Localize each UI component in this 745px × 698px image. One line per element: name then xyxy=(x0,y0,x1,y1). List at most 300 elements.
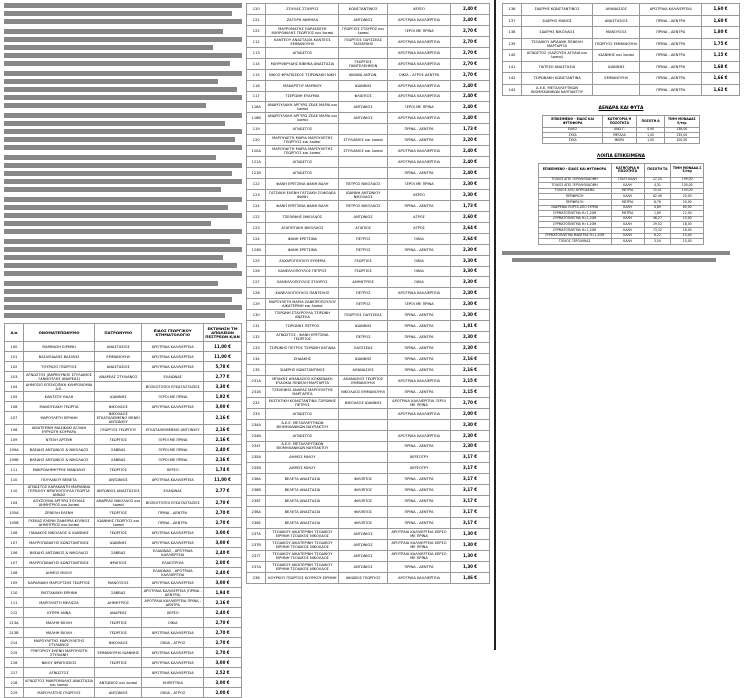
table-cell: ΞΕΡΟΙ ΜΕ ΠΡΙΝΑ xyxy=(142,445,204,455)
table-cell xyxy=(95,382,142,392)
table-cell: 2,77 € xyxy=(204,485,242,498)
table-row xyxy=(247,441,490,452)
table-cell: ΤΟΙΧΟΣ ΞΕΡΟΛΙΘΙΑΣ xyxy=(538,239,611,245)
table-row xyxy=(247,211,490,222)
table-cell: ΦΑΝΗ ΕΡΕΤΣΙΝΑ ΦΑΝΗ ΒΑΛΗ xyxy=(266,200,339,211)
table-row xyxy=(247,463,490,474)
table-cell: ΠΡΙΝΑ - ΔΕΝΤΡΑ xyxy=(387,343,450,354)
table-row xyxy=(247,507,490,518)
table-row xyxy=(247,419,490,430)
table-cell: ΟΙΚΙΑ xyxy=(142,618,204,628)
table-cell: 107 xyxy=(5,412,24,425)
table-cell: ΒΕΛΕΤΑ ΑΝΑΣΤΑΣΙΑ xyxy=(266,507,339,518)
table-cell: 12,00 xyxy=(671,211,704,217)
table-cell: ΜΑΥΡΟΠΑΝΑΓΗΣ ΚΩΝΣΤΑΝΤΙΝΟΣ xyxy=(23,538,94,548)
table-cell: Α.Ε.Ε. ΜΕΤΑΛΛΕΥΤΙΚΩΝ ΒΙΟΜΗΧΑΝΙΚΩΝ ΝΑΥΠΑΚΤΟΥ xyxy=(266,441,339,452)
table-cell: 2,77 € xyxy=(204,372,242,382)
table-row xyxy=(247,189,490,200)
redacted-line xyxy=(4,221,211,226)
table-cell: 236Α xyxy=(247,474,266,485)
table-cell: ΦΑΝΗ ΕΡΕΤΣΙΝΑ xyxy=(266,244,339,255)
table-cell: ΚΩΝΣΤΑΝΤΙΝΟΣ xyxy=(339,4,388,15)
table-cell: 4,89 xyxy=(644,205,670,211)
redacted-line xyxy=(4,53,242,58)
table-cell: ΠΡΙΝΑ - ΔΕΝΤΡΑ xyxy=(387,364,450,375)
redacted-line xyxy=(4,79,218,84)
table-row xyxy=(247,321,490,332)
table-row xyxy=(247,135,490,146)
table-cell: ΑΡΟΤΡΑΙΑ ΚΑΛΛΙΕΡΓΕΙΑ xyxy=(387,91,450,102)
table-cell: ΚΥΠΡΗ ΑΝΝΑ xyxy=(23,608,94,618)
table-cell: ΡΑΠΤΑΚΑΚΗ ΕΙΡΗΝΗ xyxy=(23,588,94,598)
table-cell: 2,40 € xyxy=(451,113,490,124)
table-cell: ΜΑΡΟΥΛΕΤΗ ΕΙΡΗΝΗ xyxy=(23,412,94,425)
table-cell: ΝΙΚΟΥ ΦΡΑΓΚΙΣΚΟΣ xyxy=(23,658,94,668)
redacted-line xyxy=(4,129,242,134)
table-cell: 2,70 € xyxy=(451,69,490,80)
column-header: Α/α xyxy=(5,324,24,342)
table-cell: 3,17 € xyxy=(451,452,490,463)
table-cell: 2,70 € xyxy=(204,628,242,638)
table-cell: 134 xyxy=(247,354,266,365)
table-cell: ΔΗΜΟΣΙΟ ΕΠΙΣΚΟΠΙΚΗ ΚΛΗΡΟΝΟΜΙΑ Δ.Ε. xyxy=(23,382,94,392)
table-cell: ΑΡΟΤΡΑΙΑ ΚΑΛΛΙΕΡΓΕΙΑ xyxy=(142,352,204,362)
table-cell: ΑΝΤΩΝΙΟΣ xyxy=(339,211,388,222)
table-cell: 2,40 € xyxy=(451,168,490,179)
table-cell: 1,81 € xyxy=(451,321,490,332)
table-cell xyxy=(339,124,388,135)
table-cell: 106 xyxy=(5,402,24,412)
table-cell: 237Α xyxy=(247,529,266,540)
table-row xyxy=(247,364,490,375)
table-cell: 106 xyxy=(5,528,24,538)
table-cell: 11,00 € xyxy=(204,342,242,352)
table-cell: ΑΝΑΣΤΑΣΙΟΣ xyxy=(95,362,142,372)
redacted-line xyxy=(4,45,213,50)
table-cell: 73,32 xyxy=(644,227,670,233)
table-cell: ΤΣΙΡΩΝΗ ΣΤΑΥΡΟΥΛΑ ΤΣΙΡΩΝΗ ΑΝΖΕΛΑ xyxy=(266,310,339,321)
table-row xyxy=(247,102,490,113)
table-row xyxy=(247,299,490,310)
table-cell: 236Δ xyxy=(247,507,266,518)
table-cell: 2,30 € xyxy=(451,189,490,200)
table-cell: 1,30 € xyxy=(451,529,490,540)
table-cell: 2,40 € xyxy=(204,608,242,618)
table-cell: 120 xyxy=(247,4,266,15)
table-cell xyxy=(339,441,388,452)
table-cell: ΞΕΡΟΙ ΜΕ ΠΡΙΝΑ xyxy=(142,455,204,465)
table-cell: ΠΡΙΝΑ - ΔΕΝΤΡΑ xyxy=(387,441,450,452)
table-cell: ΚΑΛΗ xyxy=(611,239,644,245)
table-cell: 212 xyxy=(5,608,24,618)
table-cell: 2,64 € xyxy=(451,233,490,244)
table-cell: 5,78 € xyxy=(204,362,242,372)
table-cell: 2,70 € xyxy=(204,508,242,518)
table-cell: 100,00 xyxy=(671,183,704,189)
table-cell: 3,30 € xyxy=(451,277,490,288)
table-cell: 1,30 € xyxy=(451,539,490,550)
redacted-line xyxy=(4,95,242,100)
table-cell: ΑΓΝΩΣΤΟΣ xyxy=(23,668,94,678)
table-cell: 1,00 xyxy=(637,133,665,138)
redacted-line xyxy=(4,271,242,276)
table-cell: 2,70 € xyxy=(451,397,490,408)
table-cell: 139 xyxy=(503,38,522,50)
table-cell: ΧΕΡΣΟΤΡΥ xyxy=(387,463,450,474)
redacted-line xyxy=(4,187,221,192)
table-cell: 2,70 € xyxy=(204,638,242,648)
table-row xyxy=(247,179,490,190)
table-cell: ΒΟΣΚΟΤΟΠΟΙ ΕΓΚΑΤΑΣΤΑΣΕΙΣ xyxy=(142,382,204,392)
table-cell: ΠΡΙΝΑ - ΔΕΝΤΡΑ xyxy=(387,507,450,518)
table-cell: 128 xyxy=(247,288,266,299)
redacted-line xyxy=(4,213,242,218)
table-cell: ΚΑΛΗ xyxy=(611,227,644,233)
table-cell: ΑΝΤΩΝΙΟΣ xyxy=(339,102,388,113)
table-cell xyxy=(339,463,388,474)
table-cell: ΑΡΟΤΡΑΙΑ ΚΑΛΛΙΕΡΓΕΙΑ xyxy=(387,288,450,299)
table-cell xyxy=(339,47,388,58)
table-cell: ΞΕΡΟΙ ΜΕ ΠΡΙΝΑ xyxy=(387,25,450,36)
table-cell: 104 xyxy=(5,498,24,508)
table-cell: ΞΕΡΟΙ ΜΕ ΠΡΙΝΑ xyxy=(142,435,204,445)
column-header: ΚΑΤΗΓΟΡΙΑ Η ΠΟΣΟΤΗΤΑ xyxy=(602,116,636,128)
table-cell: ΦΙΛΙΠΠΟΣ xyxy=(339,496,388,507)
table-cell: ΤΟΙΧΟΣ ΑΠΟ ΣΚΥΡΟΔΕΜΑ xyxy=(538,188,611,194)
table-cell: 3,17 € xyxy=(451,463,490,474)
table-cell: 2,60 € xyxy=(451,211,490,222)
table-cell: ΠΡΙΝΑ - ΔΕΝΤΡΑ xyxy=(640,27,702,39)
table-cell: 2,70 € xyxy=(451,47,490,58)
table-cell: ΑΓΝΩΣΤΟΣ - ΦΑΝΗ ΕΡΕΤΣΙΝΑ ΓΕΩΡΓΙΟΣ xyxy=(266,332,339,343)
table-cell: 2,70 € xyxy=(204,648,242,658)
table-cell: 11,00 € xyxy=(204,352,242,362)
table-cell: ΕΓΚΑΤΑΛΕΙΜΜΕΝΟ ΑΝΤΟΝΙΟΥ xyxy=(142,425,204,435)
table-row xyxy=(5,588,242,598)
table-cell: Α.Ε.Ε. ΜΕΤΑΛΛΕΥΤΙΚΩΝ ΒΙΟΜΗΧΑΝΙΚΩΝ ΝΑΥΠΑΚΤΟΥ xyxy=(521,84,592,96)
table-cell: 18,00 xyxy=(671,227,704,233)
table-cell: ΑΝΔΡΕΑΣ xyxy=(95,608,142,618)
table-cell: ΠΕΤΡΟΣ xyxy=(339,233,388,244)
table-cell: 1,75 € xyxy=(702,38,740,50)
table-cell: 2,40 € xyxy=(451,91,490,102)
table-cell: 216 xyxy=(5,658,24,668)
table-row xyxy=(247,452,490,463)
table-cell: ΝΙΚΟΛΑΟΣ ΕΓΚΑΤΑΛΕΙΜΕΝΟ ΜΕΝΕΙ ΑΝΤΩΝΙΟΥ xyxy=(95,412,142,425)
table-cell: ΠΡΙΝΑ - ΔΕΝΤΡΑ xyxy=(640,61,702,73)
table-cell: 20,00 xyxy=(671,194,704,200)
table-cell: 236Ε xyxy=(247,518,266,529)
table-cell: ΞΕΡΟΙ ΜΕ ΠΡΙΝΑ xyxy=(142,392,204,402)
table-row xyxy=(5,435,242,445)
table-row xyxy=(5,445,242,455)
table-cell: ΑΡΟΤΡΑΙΑ ΚΑΛΛΙΕΡΓΕΙΑ ΧΕΡΣΟ ΜΕ ΠΡΙΝΑ xyxy=(387,529,450,540)
table-cell: 234Β xyxy=(247,430,266,441)
table-cell: ΚΑΝΕΛΛΟΠΟΥΛΟΣ ΠΕΤΡΟΣ xyxy=(266,266,339,277)
table-cell: 122 xyxy=(247,179,266,190)
table-cell: ΚΑΛΗ xyxy=(611,194,644,200)
table-cell: ΜΑΡΟΥΔΕΤΗ ΜΑΡΙΑ ΜΑΡΟΥΛΕΤΗΣ ΓΕΩΡΓΙΟΣ και λοιποί xyxy=(266,135,339,146)
table-cell: 2,30 € xyxy=(451,179,490,190)
table-cell: ΑΡΟΤΡΑΙΑ ΚΑΛΛΙΕΡΓΕΙΑ xyxy=(142,538,204,548)
table-cell: 2,70 € xyxy=(204,498,242,508)
table-cell: ΓΕΩΡΓΙΟΣ ΟΔΥΣΣΕΑΣ xyxy=(339,310,388,321)
table-cell: ΣΙΔΕΡΗΣ ΚΩΝΣΤΑΝΤΙΝΟΣ xyxy=(521,4,592,16)
table-cell: ΠΕΤΡΟΣ xyxy=(339,332,388,343)
table-cell: ΧΕΡΣΟ xyxy=(387,4,450,15)
table-cell: 108 xyxy=(5,425,24,435)
table-cell: 238 xyxy=(247,572,266,583)
table-row xyxy=(5,628,242,638)
table-cell: ΑΝΤΩΝΙΟΣ ΑΝΑΣΤΑΣΙΟΣ xyxy=(95,485,142,498)
table-row xyxy=(247,244,490,255)
table-cell: ΑΘΑΝΑΣΙΟΣ xyxy=(593,4,640,16)
table-cell: 2,30 € xyxy=(451,244,490,255)
column-header: ΠΟΣΟΤΗ ΤΑ xyxy=(644,163,670,177)
table-cell: ΑΘΑΝΑΣΙΟΣ ΓΕΩΡΓΙΟΣ ΕΜΜΑΝΟΥΗΛ xyxy=(339,375,388,386)
table-cell: ΑΓΡΟΣ xyxy=(387,211,450,222)
table-cell: ΟΙΚΙΑ xyxy=(387,233,450,244)
table-cell: ΣΥΡΜΑΤΟΠΛΕΓΜΑ ΜΑΝΤΡΑΣ Η=1,20Μ xyxy=(538,233,611,239)
redacted-line xyxy=(4,281,218,286)
table-cell: ΠΡΙΝΑ - ΔΕΝΤΡΑ xyxy=(387,244,450,255)
table-cell: ΠΡΙΝΑ - ΔΕΝΤΡΑ xyxy=(640,84,702,96)
table-cell: ΜΕΤΡΙΑ xyxy=(611,211,644,217)
table-row xyxy=(247,310,490,321)
table-cell: 2,40 € xyxy=(451,102,490,113)
table-cell: ΓΕΩΡΓΙΟΣ ΕΜΜΑΝΟΥΗΛ xyxy=(593,38,640,50)
compensation-table-2 xyxy=(246,3,490,584)
table-row xyxy=(247,255,490,266)
table-cell: 1,60 € xyxy=(702,4,740,16)
table-cell: ΒΕΛΕΤΑ ΑΝΑΣΤΑΣΙΑ xyxy=(266,496,339,507)
table-cell: ΑΡΟΤΡΑΙΑ ΚΑΛΛΙΕΡΓΕΙΑ xyxy=(142,658,204,668)
table-cell: ΤΣΙΡΩΝΑΚΗ ΚΩΝΣΤΑΝΤΙΝΑ xyxy=(521,73,592,85)
table-cell: 135 xyxy=(247,364,266,375)
table-cell: ΑΝΤΩΝΙΟΣ xyxy=(339,550,388,561)
table-cell: ΠΡΙΝΑ - ΔΕΝΤΡΑ xyxy=(142,518,204,528)
table-cell: ΠΡΙΝΑ - ΔΕΝΤΡΑ xyxy=(387,168,450,179)
table-cell: 2,30 € xyxy=(451,441,490,452)
table-cell: ΑΡΟΤΡΑΙΑ ΚΑΛΛΙΕΡΓΕΙΑ xyxy=(387,14,450,25)
table-cell: 109Β xyxy=(5,455,24,465)
table-cell: 2,16 € xyxy=(204,412,242,425)
table-cell xyxy=(142,412,204,425)
table-row xyxy=(247,430,490,441)
table-cell: 213Β xyxy=(5,628,24,638)
table-cell: 233 xyxy=(247,408,266,419)
table-cell: 124 xyxy=(247,233,266,244)
table-cell: ΣΥΚΑ xyxy=(543,138,602,143)
table-cell: 3,00 € xyxy=(204,538,242,548)
table-cell: 2,20 € xyxy=(451,135,490,146)
table-cell: 2,70 € xyxy=(204,618,242,628)
table-cell: 2,16 € xyxy=(204,598,242,608)
table-cell: 1,69 xyxy=(644,211,670,217)
table-cell: 121Α xyxy=(247,157,266,168)
table-cell: ΕΛΑΙΩΝΑΣ xyxy=(142,485,204,498)
table-cell: 2,64 € xyxy=(451,222,490,233)
table-cell: ΟΙΚΙΑ - ΑΓΡΟΣ xyxy=(142,688,204,698)
table-cell: 2,40 € xyxy=(451,157,490,168)
table-cell: ΠΡΙΝΑ - ΔΕΝΤΡΑ xyxy=(387,200,450,211)
table-row xyxy=(247,233,490,244)
table-cell: 117 xyxy=(247,91,266,102)
table-cell: 114 xyxy=(247,58,266,69)
table-cell: 100 xyxy=(5,342,24,352)
table-row xyxy=(247,375,490,386)
table-cell: 123 xyxy=(247,222,266,233)
table-cell: ΑΡΟΤΡΑΙΑ ΚΑΛΛΙΕΡΓΕΙΑ ΧΕΡΣΟ ΜΕ ΠΡΙΝΑ xyxy=(387,550,450,561)
table-cell: ΧΗΠΕΥΤΙΚΑ xyxy=(142,678,204,688)
table-cell: ΦΡΑΓΚΟΣ xyxy=(95,558,142,568)
table-row xyxy=(247,539,490,550)
table-row xyxy=(247,157,490,168)
table-cell: 60,00 xyxy=(671,205,704,211)
table-row xyxy=(247,91,490,102)
trees-plants-title: ΔΕΝΔΡΑ ΚΑΙ ΦΥΤΑ xyxy=(598,106,644,111)
table-cell: ΜΑΝΟΥΣΟΣ xyxy=(95,578,142,588)
table-cell: ΠΡΙΝΑ - ΔΕΝΤΡΑ xyxy=(142,508,204,518)
table-cell: ΤΣΙΡΩΝΗΣ ΠΕΤΡΟΣ xyxy=(266,321,339,332)
table-cell: ΠΡΙΝΑ - ΔΕΝΤΡΑ xyxy=(387,485,450,496)
table-cell: ΑΡΟΤΡΑΙΑ ΚΑΛΛΙΕΡΓΕΙΑ xyxy=(142,475,204,485)
table-cell: ΓΕΩΡΓΙΟΣ xyxy=(95,435,142,445)
table-cell: 109 xyxy=(5,435,24,445)
column-header: ΕΙΔΟΣ ΓΕΩΡΓΙΚΟΥ ΚΤΗΜΑΤΟΛΟΓΙΟ xyxy=(142,324,204,342)
table-cell: ΑΓΝΩΣΤΟΣ xyxy=(266,157,339,168)
table-cell: 2,70 € xyxy=(451,58,490,69)
table-cell: ΟΙΚΙΑ - ΑΓΡΟΣ xyxy=(142,638,204,648)
table-cell: 122 xyxy=(247,25,266,36)
redacted-line xyxy=(4,87,237,92)
table-cell: 2,00 € xyxy=(204,688,242,698)
table-cell: 118Α xyxy=(247,102,266,113)
table-row xyxy=(247,572,490,583)
table-cell: ΑΝΤΩΝΙΟΣ xyxy=(339,529,388,540)
table-cell: 124Β xyxy=(247,244,266,255)
table-cell: ΔΗΜΟΣ ΜΙΛΟΥ xyxy=(266,463,339,474)
table-cell: ΔΗΜΟΣ ΜΙΛΟΥ xyxy=(266,452,339,463)
table-cell: ΑΝΩ Τ. xyxy=(602,128,636,133)
table-cell: ΠΕΤΡΟΣ xyxy=(339,299,388,310)
table-cell: 62,06 xyxy=(644,194,670,200)
table-cell: ΕΛΑΙΩΝΑΣ xyxy=(142,372,204,382)
table-cell xyxy=(387,419,450,430)
table-cell: ΜΑΚΑΡΙΤΟΥ ΜΑΡΙΝΟΥ xyxy=(266,80,339,91)
table-cell: ΣΥΡΜΑΤΟΠΛΕΓΜΑ Η=1,20Μ xyxy=(538,211,611,217)
table-cell: ΣΑΒΒΑΣ xyxy=(95,455,142,465)
table-cell: ΕΛΑΙΩΝΑΣ - ΑΡΟΤΡΑΙΑ ΚΑΛΛΙΕΡΓΕΙΑ xyxy=(142,548,204,558)
table-row xyxy=(5,538,242,548)
table-cell: 2,15 € xyxy=(451,375,490,386)
redacted-line xyxy=(4,61,230,66)
table-row xyxy=(5,558,242,568)
table-cell: ΓΕΩΡΓΙΟΣ xyxy=(339,255,388,266)
table-cell xyxy=(339,419,388,430)
redacted-line xyxy=(4,155,216,160)
table-row xyxy=(247,4,490,15)
table-cell: ΑΝΤΩΝΙΟΣ xyxy=(95,688,142,698)
redacted-line xyxy=(512,258,717,262)
column-header: ΟΝΟΜΑΤΕΠΩΝΥΜΟ xyxy=(23,324,94,342)
column-header: ΕΚΤΙΜΗΣΗ ΤΜ ΑΠΩΛΕΙΩΝ ΠΕΣΤΡΕΩΝ Κ/ΑΝ xyxy=(204,324,242,342)
table-row xyxy=(5,508,242,518)
table-cell: ΜΑΛΗΗ ΒΙΟΛΗ xyxy=(23,618,94,628)
table-cell: 129 xyxy=(247,299,266,310)
table-row xyxy=(5,528,242,538)
table-cell: ΓΚΕΚΑΣ ΕΛΕΝΗ ΖΑΦΕΙΡΙΑ ΚΟΥΒΟΣ ΔΗΜΗΤΡΙΟΣ και λοιποί xyxy=(23,518,94,528)
table-cell: 123 xyxy=(247,189,266,200)
table-cell: ΠΕΡΙΦΡΑΞΗ xyxy=(538,199,611,205)
table-cell: ΑΘΑΝΑΣΙΟΣ xyxy=(339,364,388,375)
table-cell: ΙΩΑΝΝΗΣ xyxy=(339,80,388,91)
redacted-line xyxy=(4,263,237,268)
table-cell: ΑΝΤΩΝΙΟΣ xyxy=(95,475,142,485)
table-cell: 2,30 € xyxy=(451,288,490,299)
table-cell: 2,30 € xyxy=(451,430,490,441)
table-cell: ΑΓΝΩΣΤΟΣ ΜΑΚΡΟΜΑΛΗΣ ΑΝΑΣΤΑΣΙΑ και λοιποί xyxy=(25,678,93,687)
table-row xyxy=(247,222,490,233)
table-cell: 102 xyxy=(5,362,24,372)
table-cell: 3,54 xyxy=(644,239,670,245)
table-cell: ΚΑΝΕΛΛΟΠΟΥΛΟΣ ΠΑΝΤΕΛΗΣ xyxy=(266,288,339,299)
table-row xyxy=(5,412,242,425)
table-cell: 2,40 € xyxy=(204,445,242,455)
table-cell: ΓΕΩΡΓΙΟΣ xyxy=(95,628,142,638)
table-cell: ΑΓΝΩΣΤΟΣ xyxy=(266,124,339,135)
table-cell: ΠΕΤΡΟΣ xyxy=(339,244,388,255)
table-cell: 20,00 xyxy=(671,199,704,205)
table-row xyxy=(247,474,490,485)
table-cell: ΓΕΩΡΓΙΟΣ xyxy=(95,618,142,628)
table-cell: ΚΑΝΤΕΟΥ ΑΝΑΣΤΑΣΙΑ ΚΑΝΤΕΟΣ ΕΜΜΑΝΟΥΗΛ xyxy=(266,36,339,47)
table-cell: ΤΣΟΔΙΚΟΥ ΑΙΚΑΤΕΡΙΝΗ ΤΣΟΔΙΚΟΥ ΕΙΡΗΝΗ ΤΣΟΔΙΚΟΣ ΝΙΚΟΛΑΟΣ xyxy=(266,561,339,572)
table-cell: ΑΡΟΤΡΑΙΑ ΚΑΛΛΙΕΡΓΕΙΑ xyxy=(142,648,204,658)
table-cell: ΑΡΟΤΡΑΙΑ ΚΑΛΛΙΕΡΓΕΙΑ ΞΕΡΟΙ ΜΕ ΠΡΙΝΑ xyxy=(387,397,450,408)
redacted-line xyxy=(4,113,242,118)
other-items-title: ΛΟΙΠΑ ΕΠΙΚΕΙΜΕΝΑ xyxy=(596,153,646,159)
table-cell xyxy=(339,408,388,419)
table-cell: ΠΑΝΑΚΟΣ ΝΙΚΟΛΑΟΣ & ΙΩΑΝΝΗΣ xyxy=(23,528,94,538)
table-cell: ΜΙΚΡΑ xyxy=(602,138,636,143)
table-cell: ΙΩΑΝΝΗΣ xyxy=(339,321,388,332)
table-cell: 2,70 € xyxy=(451,36,490,47)
table-cell: ΠΡΙΝΑ - ΔΕΝΤΡΑ xyxy=(640,73,702,85)
table-cell: 150,00 xyxy=(671,188,704,194)
table-row xyxy=(247,80,490,91)
table-cell: 1,30 € xyxy=(451,550,490,561)
table-cell: 140 xyxy=(503,50,522,62)
table-cell: 215 xyxy=(5,648,24,658)
column-header: ΕΠΙΚΕΙΜΕΝΟ - ΕΙΔΟΣ ΚΑΙ ΦΥΤΟΦΟΡΑ xyxy=(543,116,602,128)
table-cell: ΙΩΑΝΝΗΣ xyxy=(339,354,388,365)
table-row xyxy=(5,498,242,508)
table-cell: ΠΡΙΝΑ - ΔΕΝΤΡΑ xyxy=(387,474,450,485)
table-cell: 2,40 € xyxy=(451,14,490,25)
column-header: ΚΑΤΗΓΟΡΙΑ Η ΠΟΣΟΤΗΤΑ xyxy=(611,163,644,177)
table-cell: 3,17 € xyxy=(451,507,490,518)
table-row xyxy=(5,688,242,698)
table-cell: ΕΚΣΤΑΤΙΚΗ ΚΟΝΙΣΤΑΝΤΙΝΑ ΤΣΙΡΩΝΗΣ ΠΕΤΡΟΣ xyxy=(266,397,339,408)
table-cell xyxy=(95,668,142,678)
table-row xyxy=(5,598,242,608)
table-cell: 15,00 xyxy=(671,239,704,245)
table-cell: ΦΑΝΗ ΕΡΕΤΣΙΝΑ ΦΑΝΗ ΒΑΛΗ xyxy=(266,179,339,190)
table-cell: 18,00 xyxy=(671,222,704,228)
table-cell: 2,16 € xyxy=(451,354,490,365)
redacted-line xyxy=(4,71,242,76)
